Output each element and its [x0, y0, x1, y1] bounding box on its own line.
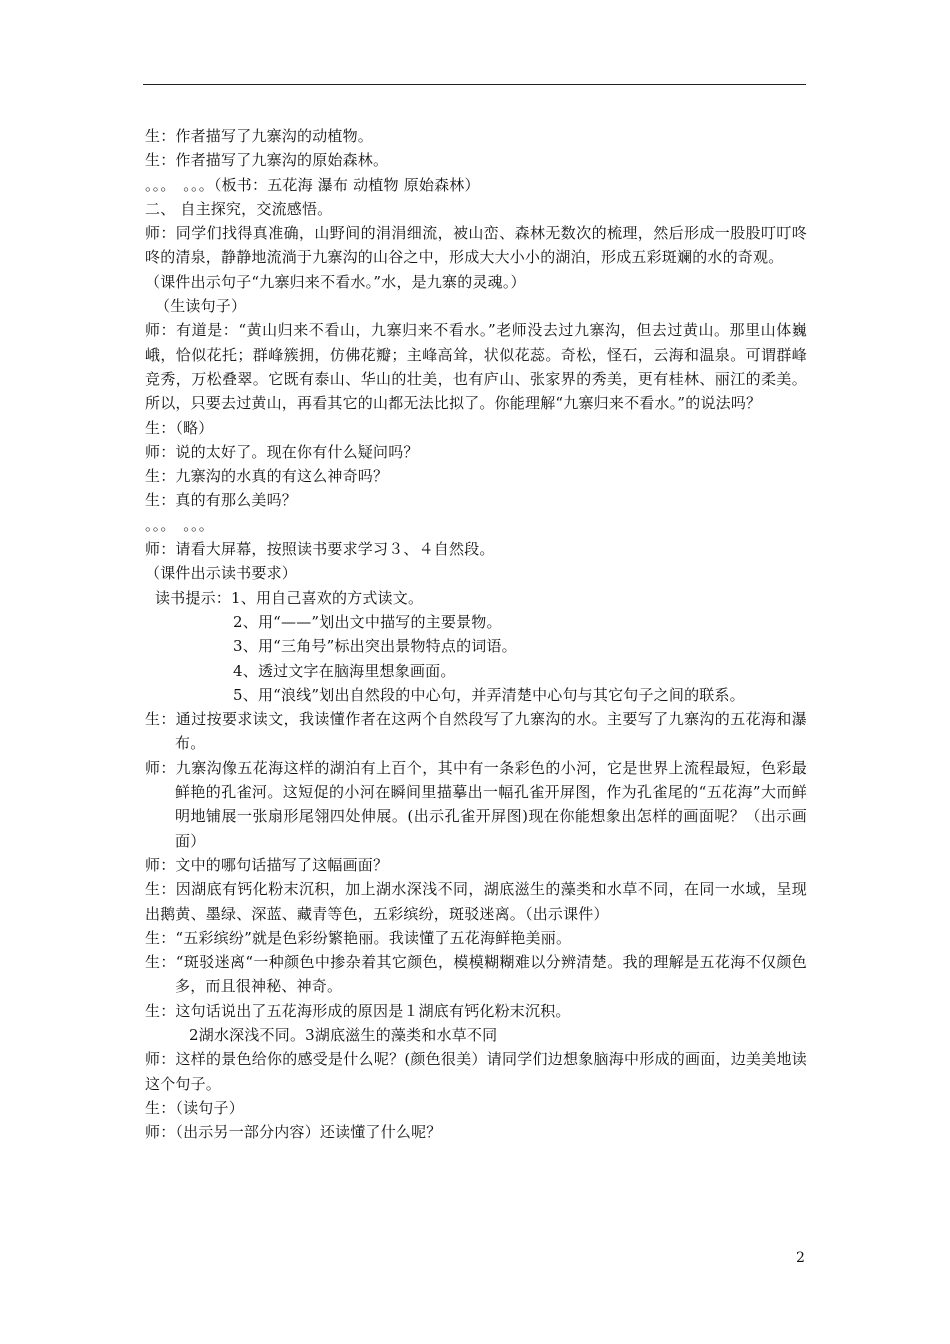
page-number: 2	[796, 1250, 805, 1266]
line-2: 生：作者描写了九寨沟的原始森林。	[145, 151, 389, 170]
line-5: 师：同学们找得真准确，山野间的涓涓细流，被山峦、森林无数次的梳理，然后形成一股股叮叮咚咚的清泉，静静地流淌于九寨沟的山谷之中，形成大大小小的湖泊，形成五彩斑斓的水的奇观。	[145, 224, 807, 267]
reading-tip-2: 2、用“——”划出文中描写的主要景物。	[233, 612, 502, 631]
line-29: 师：这样的景色给你的感受是什么呢？(颜色很美）请同学们边想象脑海中形成的画面，边美美地读这个句子。	[145, 1050, 807, 1093]
line-11: 生：九寨沟的水真的有这么神奇吗？	[145, 467, 389, 486]
reading-tip-1: 读书提示：1、用自己喜欢的方式读文。	[155, 588, 424, 607]
reading-tip-4: 4、透过文字在脑海里想象画面。	[233, 661, 456, 680]
line-30: 生：（读句子）	[145, 1098, 244, 1117]
section-heading: 二、 自主探究，交流感悟。	[145, 199, 333, 218]
document-body	[145, 124, 807, 1144]
line-10: 师：说的太好了。现在你有什么疑问吗？	[145, 442, 419, 461]
line-6: （课件出示句子“九寨归来不看水。”水，是九寨的灵魂。）	[145, 272, 526, 291]
line-12: 生：真的有那么美吗？	[145, 491, 298, 510]
line-9: 生：（略）	[145, 418, 214, 437]
line-27: 生：这句话说出了五花海形成的原因是１湖底有钙化粉末沉积。	[145, 1001, 571, 1020]
line-15: （课件出示读书要求）	[145, 564, 298, 583]
line-31: 师：（出示另一部分内容）还读懂了什么呢？	[145, 1123, 442, 1142]
line-28: 2湖水深浅不同。3湖底滋生的藻类和水草不同	[189, 1025, 498, 1044]
line-26: 生：“斑驳迷离“一种颜色中掺杂着其它颜色，模模糊糊难以分辨清楚。我的理解是五花海不仅颜色多，而且很神秘、神奇。	[145, 953, 807, 996]
line-7: （生读句子）	[155, 297, 247, 316]
reading-tip-5: 5、用“浪线”划出自然段的中心句，并弄清楚中心句与其它句子之间的联系。	[233, 685, 745, 704]
line-25: 生：“五彩缤纷”就是色彩纷繁艳丽。我读懂了五花海鲜艳美丽。	[145, 928, 572, 947]
line-23: 师：文中的哪句话描写了这幅画面？	[145, 855, 389, 874]
header-rule	[143, 84, 806, 85]
line-21: 生：通过按要求读文，我读懂作者在这两个自然段写了九寨沟的水。主要写了九寨沟的五花海和瀑布。	[145, 710, 807, 753]
reading-tip-3: 3、用“三角号”标出突出景物特点的词语。	[233, 637, 517, 656]
line-3: 。。。 。。。（板书：五花海 瀑布 动植物 原始森林）	[145, 175, 480, 194]
line-1: 生：作者描写了九寨沟的动植物。	[145, 127, 374, 145]
line-24: 生：因湖底有钙化粉末沉积，加上湖水深浅不同，湖底滋生的藻类和水草不同，在同一水域，呈现出鹅黄、墨绿、深蓝、藏青等色，五彩缤纷，斑驳迷离。（出示课件）	[145, 880, 807, 923]
line-22: 师：九寨沟像五花海这样的湖泊有上百个，其中有一条彩色的小河，它是世界上流程最短，色彩最鲜艳的孔雀河。这短促的小河在瞬间里描摹出一幅孔雀开屏图，作为孔雀尾的“五花海”大而鲜明地铺展一张扇形尾翎四处伸展。(出示孔雀开屏图)现在你能想象出怎样的画面呢？（出示画面）	[145, 758, 807, 850]
line-14: 师：请看大屏幕，按照读书要求学习３、４自然段。	[145, 540, 495, 559]
line-13: 。。。 。。。	[145, 515, 214, 534]
line-8: 师：有道是：“黄山归来不看山，九寨归来不看水。”老师没去过九寨沟，但去过黄山。那里山体巍峨，恰似花托；群峰簇拥，仿佛花瓣；主峰高耸，状似花蕊。奇松，怪石，云海和温泉。可谓群峰竞秀，万松叠翠。它既有泰山、华山的壮美，也有庐山、张家界的秀美，更有桂林、丽江的柔美。所以，只要去过黄山，再看其它的山都无法比拟了。你能理解“九寨归来不看水。”的说法吗？	[145, 321, 807, 413]
